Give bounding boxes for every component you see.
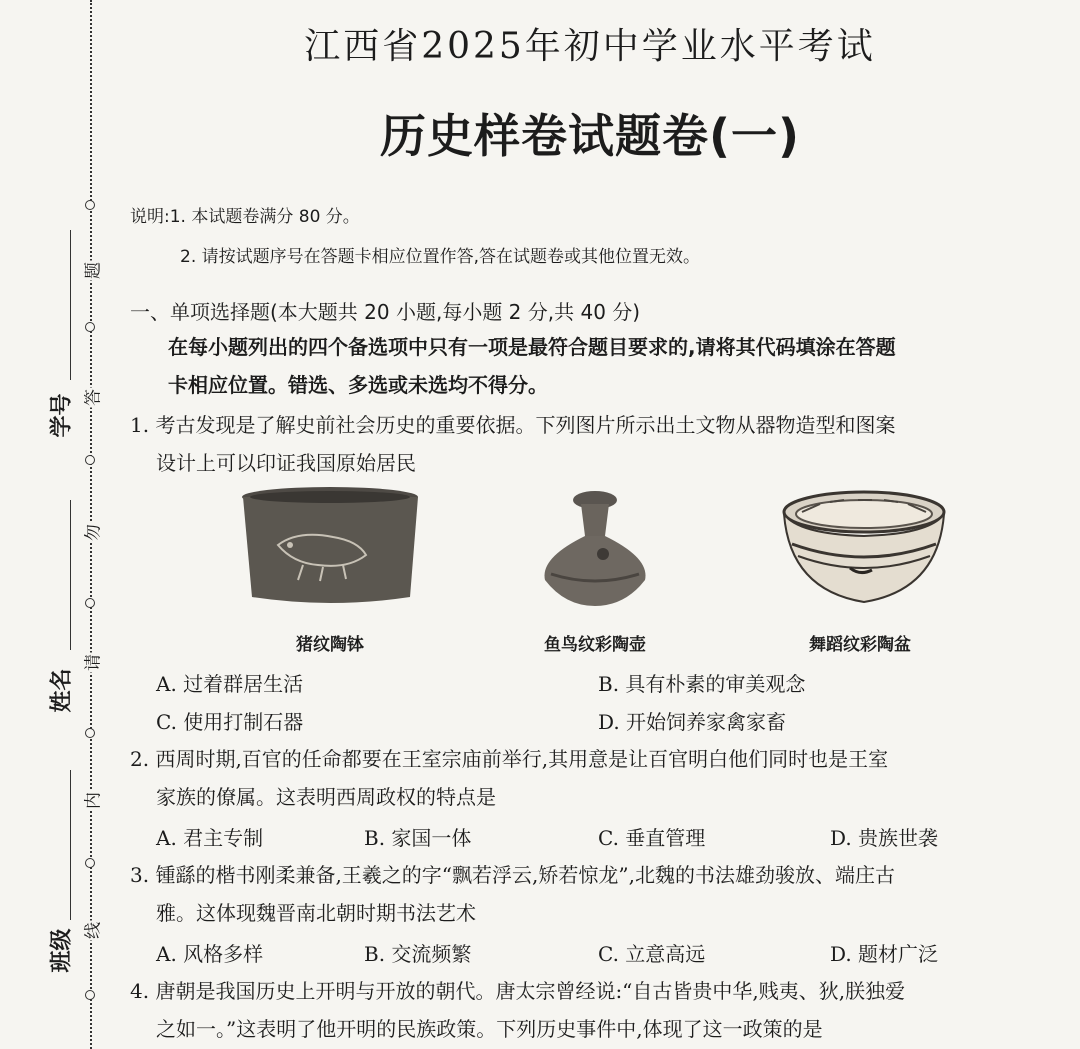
question-2-stem: 2. 西周时期,百官的任命都要在王室宗庙前举行,其用意是让百官明白他们同时也是王室	[130, 747, 889, 771]
pig-pattern-pottery-bowl-icon	[238, 485, 423, 610]
exam-title: 江西省2025年初中学业水平考试	[304, 26, 876, 67]
question-2-option-b[interactable]: B. 家国一体	[364, 826, 472, 850]
class-label: 班级	[48, 928, 75, 973]
notes-item1: 1. 本试题卷满分 80 分。	[169, 207, 360, 227]
question-1-stem: 1. 考古发现是了解史前社会历史的重要依据。下列图片所示出土文物从器物造型和图案	[130, 413, 896, 437]
question-2-option-a[interactable]: A. 君主专制	[156, 826, 264, 850]
binding-margin	[0, 0, 110, 1049]
name-field[interactable]	[40, 500, 86, 730]
fish-bird-painted-pottery-pot-icon	[535, 488, 655, 613]
seal-circle-icon	[85, 990, 95, 1000]
seal-circle-icon	[85, 455, 95, 465]
question-3-option-d[interactable]: D. 题材广泛	[830, 942, 939, 966]
question-3-option-a[interactable]: A. 风格多样	[156, 942, 264, 966]
notes-prefix: 说明:	[130, 207, 170, 227]
name-label: 姓名	[48, 668, 75, 713]
figure-caption: 鱼鸟纹彩陶壶	[544, 635, 646, 655]
question-2-option-d[interactable]: D. 贵族世袭	[830, 826, 939, 850]
seal-circle-icon	[85, 728, 95, 738]
class-field[interactable]	[40, 770, 86, 1010]
question-3-option-c[interactable]: C. 立意高远	[598, 942, 706, 966]
question-2-option-c[interactable]: C. 垂直管理	[598, 826, 706, 850]
seal-char: 勿	[79, 523, 104, 543]
question-1-option-b[interactable]: B. 具有朴素的审美观念	[598, 672, 806, 696]
seal-char: 线	[79, 921, 104, 941]
paper-title: 历史样卷试题卷(一)	[379, 109, 801, 163]
name-line[interactable]	[70, 500, 71, 650]
question-3-option-b[interactable]: B. 交流频繁	[364, 942, 472, 966]
notes-item2: 2. 请按试题序号在答题卡相应位置作答,答在试题卷或其他位置无效。	[180, 247, 701, 267]
seal-char: 请	[79, 653, 104, 673]
section-instruction-2: 卡相应位置。错选、多选或未选均不得分。	[168, 373, 548, 397]
section-instruction-1: 在每小题列出的四个备选项中只有一项是最符合题目要求的,请将其代码填涂在答题	[168, 335, 896, 359]
student-no-line[interactable]	[70, 230, 71, 380]
seal-char: 题	[79, 261, 104, 281]
question-4-stem: 4. 唐朝是我国历史上开明与开放的朝代。唐太宗曾经说:“自古皆贵中华,贱夷、狄,朕独爱	[130, 979, 906, 1003]
notes-line1	[130, 202, 360, 227]
seal-char: 答	[79, 388, 104, 408]
question-3-stem-cont: 雅。这体现魏晋南北朝时期书法艺术	[156, 901, 476, 925]
question-3-stem: 3. 锺繇的楷书刚柔兼备,王羲之的字“飘若浮云,矫若惊龙”,北魏的书法雄劲骏放、端庄古	[130, 863, 895, 887]
figure-caption: 猪纹陶钵	[296, 635, 364, 655]
student-no-label: 学号	[48, 393, 75, 438]
seal-circle-icon	[85, 322, 95, 332]
question-1-option-d[interactable]: D. 开始饲养家禽家畜	[598, 710, 787, 734]
seal-circle-icon	[85, 598, 95, 608]
question-1-stem-cont: 设计上可以印证我国原始居民	[156, 451, 416, 475]
class-line[interactable]	[70, 770, 71, 920]
question-2-stem-cont: 家族的僚属。这表明西周政权的特点是	[156, 785, 496, 809]
student-no-field[interactable]	[40, 230, 86, 460]
dance-pattern-painted-pottery-basin-icon	[780, 490, 948, 610]
seal-char: 内	[79, 791, 104, 811]
question-1-option-c[interactable]: C. 使用打制石器	[156, 710, 304, 734]
seal-circle-icon	[85, 200, 95, 210]
question-1-option-a[interactable]: A. 过着群居生活	[156, 672, 304, 696]
figure-caption: 舞蹈纹彩陶盆	[809, 635, 911, 655]
section-heading: 一、单项选择题(本大题共 20 小题,每小题 2 分,共 40 分)	[130, 300, 641, 324]
question-4-stem-cont: 之如一。”这表明了他开明的民族政策。下列历史事件中,体现了这一政策的是	[156, 1017, 823, 1041]
seal-circle-icon	[85, 858, 95, 868]
